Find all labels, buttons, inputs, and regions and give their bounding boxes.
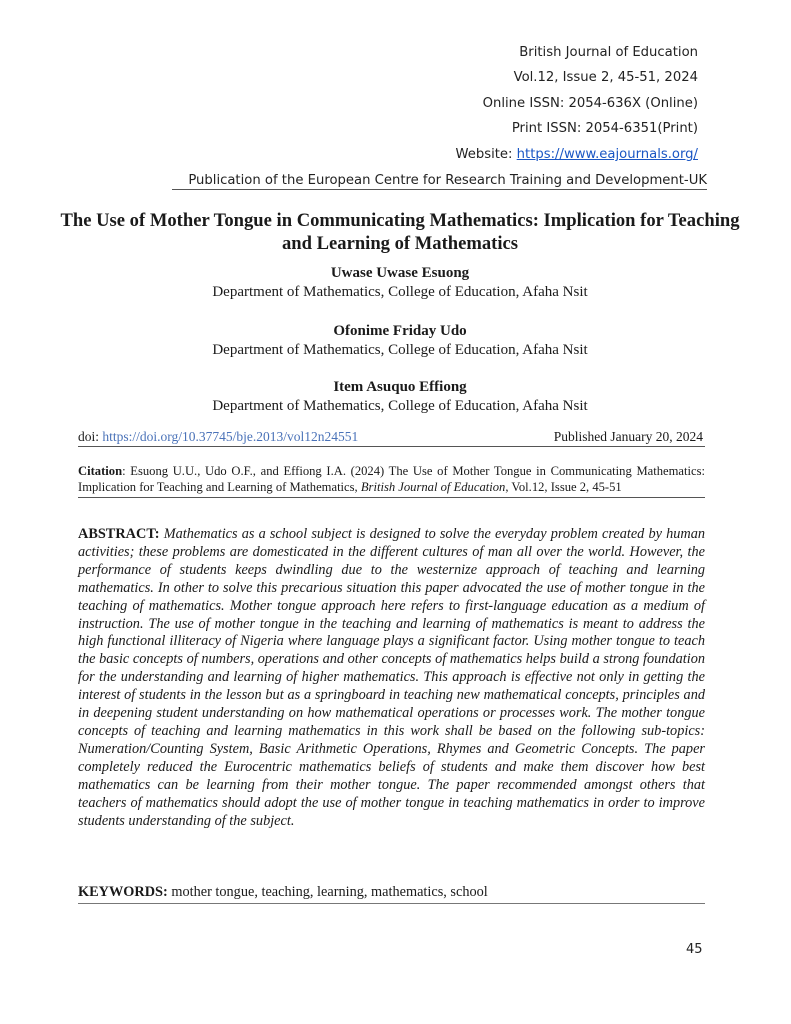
doi-label: doi: (78, 429, 103, 444)
author-name: Uwase Uwase Esuong (330, 265, 470, 281)
author-name: Item Asuquo Effiong (333, 379, 467, 395)
abstract-text: Mathematics as a school subject is designed to solve the everyday problem created by human activities; these problems are domesticated in the different cultures of man all over the world. However, the performance of students keeps dwindling due to the westernize approach of teaching and learning mathematics. In other to solve this precarious situation this paper advocated the use of mother tongue in the teaching of mathematics. Mother tongue approach here refers to first-language education as a medium of instruction. The use of mother tongue in the teaching and learning of mathematics is meant to address the high functional illiteracy of Nigeria where language plays a significant factor. Using mother tongue to teach the basic concepts of numbers, operations and other concepts of mathematics helps build a strong foundation for the understanding and learning of higher mathematics. This approach is effective not only in getting the interest of students in the lesson but as a springboard in teaching new mathematical concepts, principles and in deepening student understanding on how mathematical operations or processes work. The mother tongue concepts of teaching and learning mathematics in this work shall be based on the following sub-topics: Numeration/Counting System, Basic Arithmetic Operations, Rhymes and Geometric Concepts. The paper completely reduced the Eurocentric mathematics beliefs of students and make them discover how best mathematics can be learning from their mother tongue. The paper recommended amongst others that teachers of mathematics should adopt the use of mother tongue in teaching mathematics in order to improve students understanding of the subject. (78, 526, 706, 829)
page-number: 45 (686, 942, 703, 957)
author-affiliation: Department of Mathematics, College of Education, Afaha Nsit (212, 284, 588, 300)
citation-journal: British Journal of Education (360, 480, 506, 495)
publisher-line: Publication of the European Centre for Research Training and Development-UK (172, 173, 707, 190)
abstract-label: ABSTRACT: (78, 526, 160, 542)
keywords-line (78, 884, 705, 904)
doi-link[interactable]: https://doi.org/10.37745/bje.2013/vol12n24551 (102, 429, 359, 444)
website-link[interactable]: https://www.eajournals.org/ (516, 147, 698, 162)
published-date: Published January 20, 2024 (553, 429, 703, 444)
keywords-text: mother tongue, teaching, learning, mathematics, school (167, 884, 488, 900)
author-block (60, 322, 740, 360)
author-block (60, 378, 740, 416)
online-issn: Online ISSN: 2054-636X (Online) (482, 96, 698, 111)
keywords-label: KEYWORDS: (78, 884, 168, 900)
citation-label: Citation (78, 464, 123, 478)
author-block (60, 264, 740, 302)
website-label: Website: (455, 147, 517, 162)
author-affiliation: Department of Mathematics, College of Education, Afaha Nsit (212, 398, 588, 414)
citation-text: : Esuong U.U., Udo O.F., and Effiong I.A. (2024) The Use of Mother Tongue in Communicating Mathematics: Implication for Teaching and Learning of Mathematics, (78, 464, 705, 495)
citation-block (78, 463, 705, 498)
author-name: Ofonime Friday Udo (333, 323, 467, 339)
abstract-block (78, 526, 705, 830)
journal-name: British Journal of Education (519, 45, 698, 60)
volume-issue: Vol.12, Issue 2, 45-51, 2024 (513, 70, 698, 85)
paper-title: The Use of Mother Tongue in Communicating Mathematics: Implication for Teaching and Learning of Mathematics (60, 210, 740, 254)
doi-line (78, 428, 705, 447)
citation-text-end: , Vol.12, Issue 2, 45-51 (505, 480, 622, 495)
print-issn: Print ISSN: 2054-6351(Print) (511, 121, 698, 136)
website-line (455, 147, 698, 162)
author-affiliation: Department of Mathematics, College of Education, Afaha Nsit (212, 342, 588, 358)
